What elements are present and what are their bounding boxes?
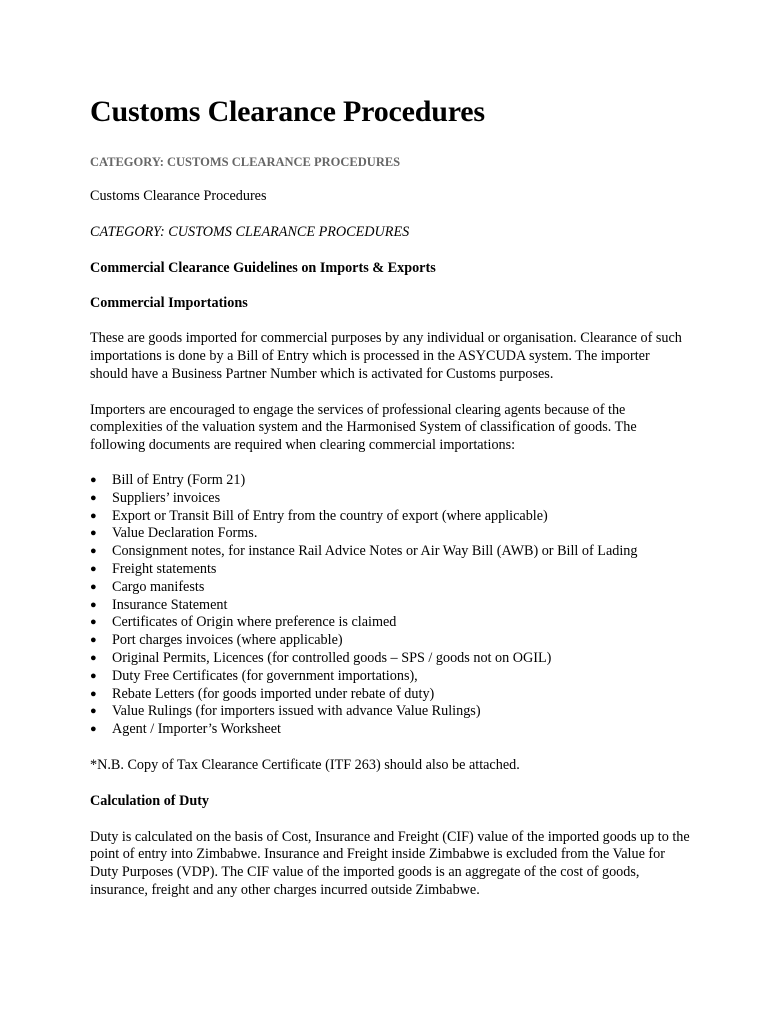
list-item [90,614,690,632]
bullet-icon: ● [90,598,97,611]
list-item-text: Value Declaration Forms. [112,525,258,542]
bullet-icon: ● [90,651,97,664]
document-body [90,92,690,900]
bullet-icon: ● [90,669,97,682]
bullet-icon: ● [90,616,97,629]
commercial-importations-heading: Commercial Importations [90,295,248,312]
list-item [90,525,690,543]
bullet-icon: ● [90,491,97,504]
required-documents-list [90,472,690,739]
list-item [90,721,690,739]
list-item [90,543,690,561]
list-item-text: Suppliers’ invoices [112,489,221,506]
list-item [90,561,690,579]
list-item-text: Original Permits, Licences (for controlled goods – SPS / goods not on OGIL) [112,649,552,666]
list-item-text: Insurance Statement [112,596,228,613]
list-item-text: Freight statements [112,560,217,577]
list-item-text: Certificates of Origin where preference is claimed [112,614,397,631]
bullet-icon: ● [90,723,97,736]
bullet-icon: ● [90,527,97,540]
bullet-icon: ● [90,562,97,575]
bullet-icon: ● [90,634,97,647]
bullet-icon: ● [90,509,97,522]
list-item-text: Cargo manifests [112,578,205,595]
page-title: Customs Clearance Procedures [90,95,485,128]
subtitle: Customs Clearance Procedures [90,188,267,204]
list-item [90,579,690,597]
list-item [90,650,690,668]
list-item-text: Port charges invoices (where applicable) [112,632,343,649]
list-item-text: Duty Free Certificates (for government importations), [112,667,418,684]
list-item [90,668,690,686]
list-item [90,597,690,615]
list-item-text: Consignment notes, for instance Rail Advice Notes or Air Way Bill (AWB) or Bill of Lading [112,543,638,560]
calculation-of-duty-heading: Calculation of Duty [90,792,210,809]
list-item-text: Export or Transit Bill of Entry from the country of export (where applicable) [112,507,548,524]
clearing-agents-paragraph: Importers are encouraged to engage the services of professional clearing agents because of the complexities of the valuation system and the Harmonised System of classification of goods. The following documents are required when clearing commercial importations: [90,401,637,454]
list-item [90,703,690,721]
bullet-icon: ● [90,545,97,558]
tax-clearance-note: *N.B. Copy of Tax Clearance Certificate (ITF 263) should also be attached. [90,756,520,773]
bullet-icon: ● [90,687,97,700]
category-italic: CATEGORY: CUSTOMS CLEARANCE PROCEDURES [90,223,410,240]
category-label: CATEGORY: CUSTOMS CLEARANCE PROCEDURES [90,155,401,169]
commercial-intro-paragraph: These are goods imported for commercial purposes by any individual or organisation. Clearance of such importations is done by a Bill of Entry which is processed in the ASYCUDA system. The importer should have a Business Partner Number which is activated for Customs purposes. [90,330,682,382]
list-item-text: Agent / Importer’s Worksheet [112,721,281,738]
bullet-icon: ● [90,473,97,486]
guidelines-heading: Commercial Clearance Guidelines on Imports & Exports [90,259,436,276]
list-item-text: Value Rulings (for importers issued with advance Value Rulings) [112,703,481,720]
list-item [90,632,690,650]
duty-calculation-paragraph: Duty is calculated on the basis of Cost, Insurance and Freight (CIF) value of the imported goods up to the point of entry into Zimbabwe. Insurance and Freight inside Zimbabwe is excluded from the Value for Duty Purposes (VDP). The CIF value of the imported goods is an aggregate of the cost of goods, insurance, freight and any other charges incurred outside Zimbabwe. [90,828,690,898]
list-item [90,490,690,508]
bullet-icon: ● [90,705,97,718]
list-item [90,472,690,490]
list-item [90,686,690,704]
bullet-icon: ● [90,580,97,593]
list-item [90,508,690,526]
list-item-text: Rebate Letters (for goods imported under rebate of duty) [112,685,435,702]
list-item-text: Bill of Entry (Form 21) [112,471,246,488]
